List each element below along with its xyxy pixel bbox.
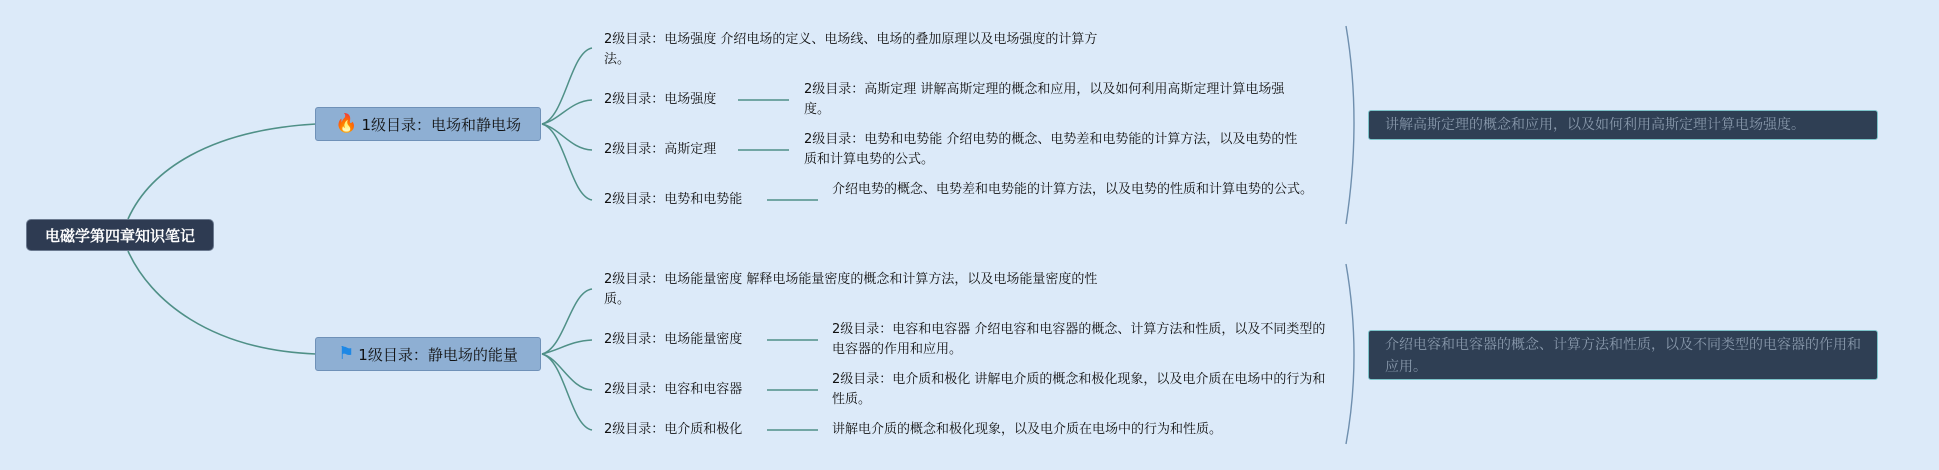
connector-b2-row-0 <box>542 289 592 354</box>
summary-text: 讲解高斯定理的概念和应用，以及如何利用高斯定理计算电场强度。 <box>1385 117 1805 133</box>
detail-dielectric[interactable]: 2级目录：电介质和极化 讲解电介质的概念和极化现象，以及电介质在电场中的行为和性质。 <box>832 372 1326 407</box>
subtopic-gauss-law[interactable]: 2级目录：高斯定理 <box>604 142 717 157</box>
detail-potential-desc[interactable]: 介绍电势的概念、电势差和电势能的计算方法，以及电势的性质和计算电势的公式。 <box>832 182 1314 197</box>
subtopic-energy-density-desc[interactable]: 2级目录：电场能量密度 解释电场能量密度的概念和计算方法，以及电场能量密度的性质。 <box>604 272 1098 307</box>
connector-b1-row-0 <box>542 48 592 124</box>
subtopic-electric-field-intensity-desc[interactable]: 2级目录：电场强度 介绍电场的定义、电场线、电场的叠加原理以及电场强度的计算方法。 <box>604 32 1098 67</box>
subtopic-dielectric[interactable]: 2级目录：电介质和极化 <box>604 422 743 437</box>
detail-capacitor[interactable]: 2级目录：电容和电容器 介绍电容和电容器的概念、计算方法和性质，以及不同类型的电容器的作用和应用。 <box>832 322 1326 357</box>
summary-bracket-1 <box>1346 26 1354 224</box>
root-topic-label: 电磁学第四章知识笔记 <box>44 226 195 245</box>
branch-topic-label: 1级目录：电场和静电场 <box>361 115 521 134</box>
connector-b2-row-1 <box>542 340 592 354</box>
detail-gauss-law[interactable]: 2级目录：高斯定理 讲解高斯定理的概念和应用，以及如何利用高斯定理计算电场强度。 <box>804 82 1285 117</box>
detail-dielectric-desc[interactable]: 讲解电介质的概念和极化现象，以及电介质在电场中的行为和性质。 <box>832 422 1223 437</box>
branch-topic-electric-field[interactable] <box>315 107 541 141</box>
detail-potential[interactable]: 2级目录：电势和电势能 介绍电势的概念、电势差和电势能的计算方法，以及电势的性质和计算电势的公式。 <box>804 132 1298 167</box>
connector-b1-row-1 <box>542 100 592 124</box>
flag-icon: ⚑ <box>338 343 355 364</box>
connector-root-to-branch-2 <box>128 251 316 354</box>
connector-b2-row-3 <box>542 354 592 430</box>
subtopic-potential-energy[interactable]: 2级目录：电势和电势能 <box>604 192 743 207</box>
summary-box-1[interactable] <box>1368 110 1878 140</box>
root-topic[interactable] <box>26 219 214 251</box>
branch-topic-electrostatic-energy[interactable] <box>315 337 541 371</box>
connector-b1-row-3 <box>542 124 592 200</box>
subtopic-electric-field-intensity[interactable]: 2级目录：电场强度 <box>604 92 717 107</box>
connector-root-to-branch-1 <box>128 124 316 219</box>
subtopic-capacitor[interactable]: 2级目录：电容和电容器 <box>604 382 743 397</box>
summary-text: 介绍电容和电容器的概念、计算方法和性质，以及不同类型的电容器的作用和应用。 <box>1385 337 1861 375</box>
summary-bracket-2 <box>1346 264 1354 444</box>
branch-topic-label: 1级目录：静电场的能量 <box>358 345 518 364</box>
summary-box-2[interactable] <box>1368 330 1878 380</box>
fire-icon: 🔥 <box>335 113 358 134</box>
subtopic-energy-density[interactable]: 2级目录：电场能量密度 <box>604 332 743 347</box>
